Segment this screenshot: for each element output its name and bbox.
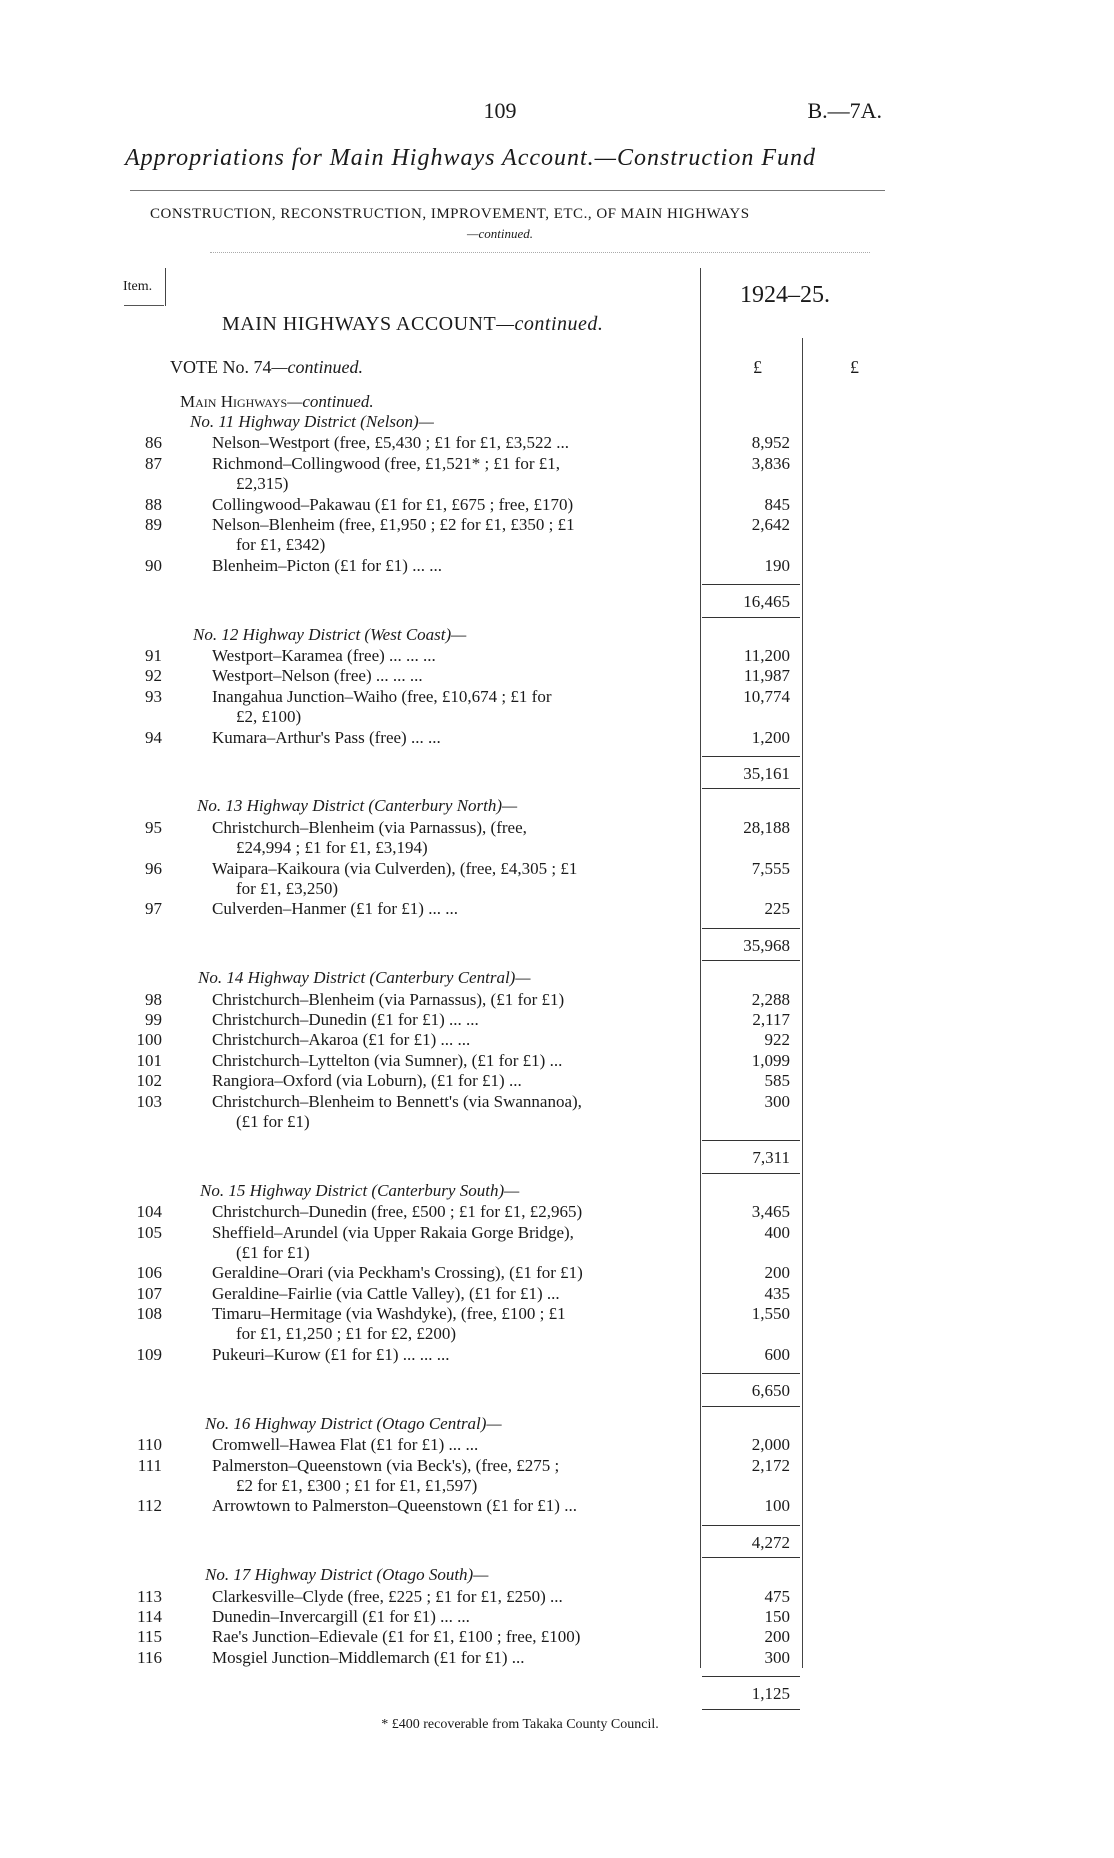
description-line: Cromwell–Hawea Flat (£1 for £1) ... ... <box>212 1435 479 1455</box>
item-number: 99 <box>145 1010 162 1029</box>
item-amount: 300 <box>764 1091 790 1111</box>
item-amount: 2,642 <box>751 515 790 534</box>
description-continued: for £1, £342) <box>236 535 326 554</box>
total-rule <box>702 788 800 789</box>
item-amount: 28,188 <box>743 817 790 837</box>
item-number: 96 <box>145 858 162 878</box>
item-number: 103 <box>136 1091 162 1111</box>
item-amount: 1,099 <box>751 1050 790 1070</box>
section-heading-continued: —continued. <box>466 226 534 241</box>
district-total: 35,968 <box>743 935 790 955</box>
item-number: 93 <box>145 686 162 706</box>
description-continued: (£1 for £1) <box>236 1242 310 1262</box>
item-number: 88 <box>145 494 162 514</box>
account-title-continued: —continued. <box>496 313 604 335</box>
total-rule <box>702 960 800 961</box>
item-header-rule <box>124 305 164 306</box>
item-description <box>212 1304 702 1344</box>
district-total: 6,650 <box>751 1381 790 1401</box>
item-amount: 300 <box>764 1647 790 1667</box>
section-rule <box>210 252 870 253</box>
page-title: Appropriations for Main Highways Account.—Construction Fund <box>125 145 817 171</box>
item-description <box>212 433 702 453</box>
description-line: Collingwood–Pakawau (£1 for £1, £675 ; free, £170) <box>212 494 574 514</box>
description-continued: for £1, £3,250) <box>236 878 338 898</box>
item-description <box>212 1051 702 1071</box>
year-header: 1924–25. <box>740 282 830 308</box>
description-line: Christchurch–Blenheim (via Parnassus), (free, <box>212 817 527 837</box>
item-amount: 200 <box>764 1627 790 1647</box>
item-number: 100 <box>136 1030 162 1050</box>
description-line: Timaru–Hermitage (via Washdyke), (free, £100 ; £1 <box>212 1304 566 1324</box>
item-description <box>212 556 702 576</box>
item-amount: 2,117 <box>752 1010 790 1029</box>
item-amount: 1,200 <box>751 727 790 747</box>
description-line: Rae's Junction–Edievale (£1 for £1, £100 ; free, £100) <box>212 1627 581 1647</box>
item-description <box>212 1435 702 1455</box>
item-column-header: Item. <box>123 279 153 294</box>
item-number: 95 <box>145 817 162 837</box>
description-line: Rangiora–Oxford (via Loburn), (£1 for £1) ... <box>212 1071 522 1091</box>
item-description <box>212 1202 702 1222</box>
item-description <box>212 646 702 666</box>
item-description <box>212 818 702 858</box>
item-number: 92 <box>145 666 162 686</box>
district-heading: No. 11 Highway District (Nelson)— <box>190 412 434 431</box>
item-number: 89 <box>145 515 162 534</box>
item-description <box>212 728 702 748</box>
main-highways-text: Main Highways <box>180 392 288 411</box>
subtotal-rule <box>702 1676 800 1677</box>
description-line: Sheffield–Arundel (via Upper Rakaia Gorge Bridge), <box>212 1222 574 1242</box>
item-number: 115 <box>137 1627 162 1647</box>
description-line: Arrowtown to Palmerston–Queenstown (£1 for £1) ... <box>212 1496 577 1516</box>
item-column-rule <box>165 268 166 306</box>
item-amount: 845 <box>764 494 790 514</box>
description-line: Nelson–Blenheim (free, £1,950 ; £2 for £1, £350 ; £1 <box>212 515 575 534</box>
item-amount: 7,555 <box>751 858 790 878</box>
district-total: 35,161 <box>743 764 790 783</box>
item-number: 105 <box>136 1222 162 1242</box>
description-line: Westport–Karamea (free) ... ... ... <box>212 646 436 665</box>
description-line: Kumara–Arthur's Pass (free) ... ... <box>212 727 441 747</box>
total-rule <box>702 1557 800 1558</box>
item-number: 112 <box>137 1496 162 1516</box>
item-amount: 10,774 <box>743 686 790 706</box>
item-amount: 3,465 <box>751 1202 790 1222</box>
item-amount: 435 <box>764 1283 790 1303</box>
item-number: 108 <box>136 1304 162 1324</box>
item-amount: 225 <box>764 899 790 919</box>
item-description <box>212 495 702 515</box>
district-heading: No. 14 Highway District (Canterbury Central)— <box>198 968 531 988</box>
total-rule <box>702 617 800 618</box>
subtotal-rule <box>702 756 800 757</box>
item-number: 111 <box>137 1455 162 1475</box>
district-total: 16,465 <box>743 592 790 612</box>
district-heading: No. 16 Highway District (Otago Central)— <box>205 1413 502 1433</box>
subtotal-rule <box>702 928 800 929</box>
item-description <box>212 687 702 727</box>
item-description <box>212 990 702 1010</box>
description-line: Inangahua Junction–Waiho (free, £10,674 ; £1 for <box>212 686 552 706</box>
item-number: 113 <box>137 1586 162 1606</box>
title-rule <box>130 190 885 191</box>
item-description <box>212 1345 702 1365</box>
item-number: 101 <box>136 1050 162 1070</box>
description-continued: £2,315) <box>236 473 289 493</box>
item-number: 87 <box>145 453 162 473</box>
item-description <box>212 1607 702 1627</box>
description-line: Blenheim–Picton (£1 for £1) ... ... <box>212 555 442 575</box>
item-amount: 400 <box>764 1222 790 1242</box>
description-line: Mosgiel Junction–Middlemarch (£1 for £1) ... <box>212 1647 525 1667</box>
item-description <box>212 1071 702 1091</box>
subtotal-rule <box>702 584 800 585</box>
description-line: Christchurch–Akaroa (£1 for £1) ... ... <box>212 1030 471 1050</box>
description-line: Geraldine–Orari (via Peckham's Crossing), (£1 for £1) <box>212 1263 583 1283</box>
item-amount: 100 <box>764 1496 790 1516</box>
item-description <box>212 454 702 494</box>
item-description <box>212 1092 702 1132</box>
district-heading: No. 17 Highway District (Otago South)— <box>205 1565 489 1585</box>
description-line: Richmond–Collingwood (free, £1,521* ; £1 for £1, <box>212 453 560 473</box>
district-total: 1,125 <box>751 1684 790 1704</box>
description-continued: (£1 for £1) <box>236 1111 310 1131</box>
item-number: 91 <box>145 646 162 665</box>
total-rule <box>702 1406 800 1407</box>
item-number: 94 <box>145 727 162 747</box>
description-line: Dunedin–Invercargill (£1 for £1) ... ... <box>212 1607 470 1626</box>
item-amount: 2,288 <box>751 989 790 1009</box>
item-number: 106 <box>136 1263 162 1283</box>
item-amount: 922 <box>764 1030 790 1050</box>
item-number: 110 <box>137 1435 162 1455</box>
district-heading: No. 15 Highway District (Canterbury South)— <box>200 1180 520 1200</box>
page-number: 109 <box>483 98 517 123</box>
district-heading: No. 13 Highway District (Canterbury North)— <box>197 796 518 816</box>
description-line: Christchurch–Dunedin (free, £500 ; £1 for £1, £2,965) <box>212 1202 583 1222</box>
description-line: Pukeuri–Kurow (£1 for £1) ... ... ... <box>212 1345 450 1364</box>
description-continued: £2, £100) <box>236 706 302 726</box>
item-amount: 190 <box>764 555 790 575</box>
item-description <box>212 1030 702 1050</box>
item-number: 102 <box>136 1071 162 1091</box>
description-line: Christchurch–Blenheim to Bennett's (via Swannanoa), <box>212 1091 582 1111</box>
subtotal-rule <box>702 1140 800 1141</box>
description-line: Westport–Nelson (free) ... ... ... <box>212 666 423 686</box>
footnote: * £400 recoverable from Takaka County Council. <box>381 1717 659 1732</box>
item-amount: 585 <box>764 1071 790 1091</box>
description-line: Nelson–Westport (free, £5,430 ; £1 for £1, £3,522 ... <box>212 433 569 453</box>
item-number: 97 <box>145 899 162 919</box>
item-number: 114 <box>137 1607 162 1626</box>
description-line: Waipara–Kaikoura (via Culverden), (free, £4,305 ; £1 <box>212 858 578 878</box>
district-total: 4,272 <box>751 1532 790 1552</box>
description-continued: £2 for £1, £300 ; £1 for £1, £1,597) <box>236 1475 478 1495</box>
item-description <box>212 859 702 899</box>
district-total: 7,311 <box>752 1148 790 1168</box>
total-rule <box>702 1709 800 1710</box>
description-line: Palmerston–Queenstown (via Beck's), (free, £275 ; <box>212 1455 560 1475</box>
subtotal-rule <box>702 1525 800 1526</box>
subtotal-rule <box>702 1373 800 1374</box>
description-line: Christchurch–Blenheim (via Parnassus), (£1 for £1) <box>212 989 565 1009</box>
pound-header-total: £ <box>850 357 859 377</box>
total-rule <box>702 1173 800 1174</box>
item-amount: 2,000 <box>751 1435 790 1455</box>
item-amount: 2,172 <box>751 1455 790 1475</box>
item-description <box>212 1010 702 1030</box>
description-continued: £24,994 ; £1 for £1, £3,194) <box>236 837 428 857</box>
item-amount: 1,550 <box>751 1304 790 1324</box>
item-description <box>212 1456 702 1496</box>
item-number: 98 <box>145 989 162 1009</box>
item-description <box>212 1223 702 1263</box>
item-amount: 11,200 <box>743 646 790 665</box>
item-description <box>212 1627 702 1647</box>
pound-header-amount: £ <box>753 357 762 377</box>
account-title-text: MAIN HIGHWAYS ACCOUNT <box>222 313 497 335</box>
item-amount: 11,987 <box>743 666 790 686</box>
account-title <box>222 313 603 336</box>
description-line: Culverden–Hanmer (£1 for £1) ... ... <box>212 899 458 919</box>
item-number: 86 <box>145 433 162 453</box>
item-number: 109 <box>136 1345 162 1364</box>
vote-continued: —continued. <box>271 357 363 377</box>
description-continued: for £1, £1,250 ; £1 for £2, £200) <box>236 1324 457 1344</box>
item-amount: 475 <box>764 1586 790 1606</box>
district-heading: No. 12 Highway District (West Coast)— <box>193 624 467 644</box>
item-description <box>212 1284 702 1304</box>
item-amount: 3,836 <box>751 453 790 473</box>
description-line: Christchurch–Lyttelton (via Sumner), (£1 for £1) ... <box>212 1050 563 1070</box>
description-line: Geraldine–Fairlie (via Cattle Valley), (£1 for £1) ... <box>212 1283 560 1303</box>
vote-text: VOTE No. 74 <box>170 357 272 377</box>
document-reference: B.—7A. <box>807 98 882 123</box>
item-amount: 150 <box>764 1607 790 1626</box>
section-heading: CONSTRUCTION, RECONSTRUCTION, IMPROVEMENT, ETC., OF MAIN HIGHWAYS <box>150 206 750 222</box>
item-description <box>212 1587 702 1607</box>
main-highways-continued: —continued. <box>287 392 374 411</box>
total-column-rule <box>802 338 803 1668</box>
item-number: 90 <box>145 555 162 575</box>
item-description <box>212 1263 702 1283</box>
main-highways-heading <box>180 392 374 412</box>
item-amount: 600 <box>764 1345 790 1364</box>
item-amount: 200 <box>764 1263 790 1283</box>
item-amount: 8,952 <box>751 433 790 453</box>
item-number: 107 <box>136 1283 162 1303</box>
item-description <box>212 515 702 555</box>
item-description <box>212 666 702 686</box>
item-number: 104 <box>136 1202 162 1222</box>
item-description <box>212 1648 702 1668</box>
item-description <box>212 899 702 919</box>
description-line: Clarkesville–Clyde (free, £225 ; £1 for £1, £250) ... <box>212 1586 563 1606</box>
description-line: Christchurch–Dunedin (£1 for £1) ... ... <box>212 1010 479 1029</box>
item-number: 116 <box>137 1647 162 1667</box>
vote-heading <box>170 357 363 378</box>
item-description <box>212 1496 702 1516</box>
